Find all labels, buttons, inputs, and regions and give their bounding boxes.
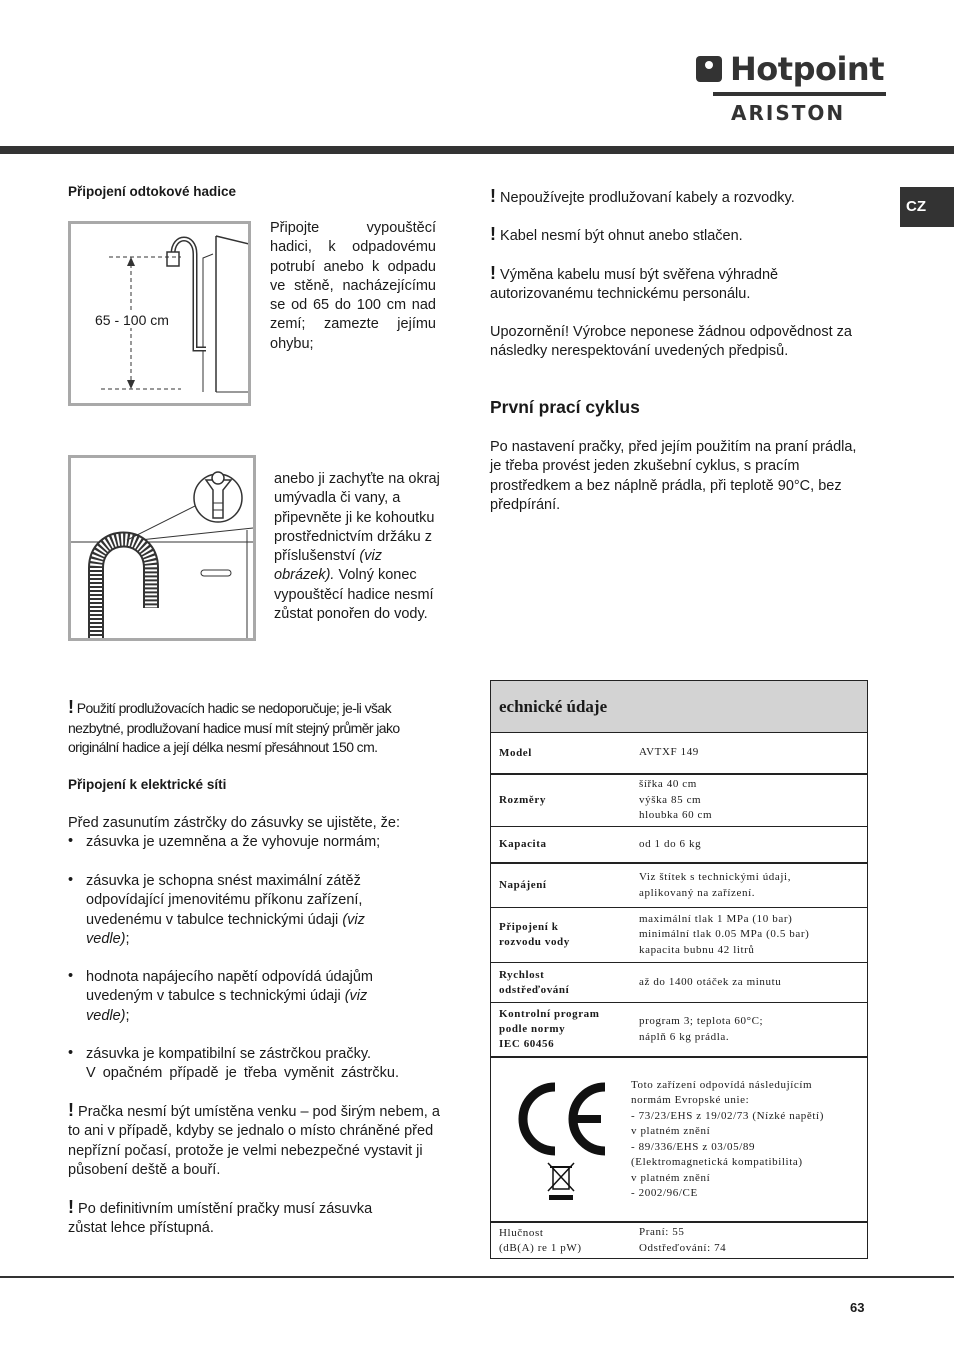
- bullet-grounded: zásuvka je uzemněna a že vyhovuje normám;: [86, 834, 381, 850]
- footer-rule: [0, 1276, 954, 1278]
- electric-intro: Před zasunutím zástrčky do zásuvky se ujistěte, že:: [68, 815, 401, 831]
- row-value: AVTXF 149: [639, 746, 699, 759]
- cable-warning-3: [490, 264, 830, 305]
- bullet-dot: •: [68, 1045, 74, 1061]
- sink-drain-illustration: [71, 458, 253, 638]
- row-label: Model: [499, 746, 532, 759]
- manufacturer-notice: Upozornění! Výrobce neponese žádnou odpovědnost za následky nerespektování uvedených předpisů.: [490, 324, 852, 360]
- compliance-text: Toto zařízení odpovídá následujícím normám Evropské unie: - 73/23/EHS z 19/02/73 (Nízké napětí) v platném znění - 89/336/EHS z 03/05/89 (Elektromagnetická kompatibilita) v platném znění - 2002/96/CE: [631, 1078, 824, 1199]
- access-warning-text: Po definitivním umístění pračky musí zásuvka zůstat lehce přístupná.: [68, 1201, 373, 1237]
- drain-text-wall: Připojte vypouštěcí hadici, k odpadovému potrubí anebo k odpadu ve stěně, nacházejícímu se od 65 do 100 cm nad zemí; zamezte jejímu ohybu;: [270, 220, 436, 352]
- logo-divider: [713, 92, 886, 96]
- bullet-load-end: ;: [125, 930, 130, 947]
- bullet-dot: •: [68, 968, 74, 984]
- table-row: [491, 1222, 867, 1258]
- table-title: echnické údaje: [491, 681, 867, 733]
- warning-exclamation-icon: !: [490, 263, 496, 283]
- bullet-load: [86, 872, 404, 949]
- warning-exclamation-icon: !: [68, 697, 74, 717]
- bullet-voltage-text: hodnota napájecího napětí odpovídá údajům uvedeným v tabulce s technickými údaji: [86, 969, 374, 1005]
- access-warning: [68, 1198, 413, 1239]
- outdoor-warning: [68, 1101, 440, 1180]
- bullet-dot: •: [68, 833, 74, 849]
- row-value: od 1 do 6 kg: [639, 837, 702, 850]
- technical-data-table: [490, 680, 868, 1259]
- brand-name: Hotpoint: [730, 50, 884, 88]
- first-cycle-heading: První prací cyklus: [490, 397, 640, 417]
- table-row: [491, 733, 867, 775]
- cable-warning-1: [490, 187, 860, 208]
- electric-heading: Připojení k elektrické síti: [68, 777, 227, 792]
- warning-exclamation-icon: !: [68, 1197, 74, 1217]
- hose-warning-text: Použití prodlužovacích hadic se nedoporučuje; je-li však nezbytné, prodlužovaní hadice musí mít stejný průměr jako originální hadice a její délka nesmí přesáhnout 150 cm.: [68, 700, 400, 755]
- row-value: až do 1400 otáček za minutu: [639, 975, 782, 988]
- drain-text-sink-ref: (viz obrázek).: [274, 548, 382, 584]
- bullet-dot: •: [68, 872, 74, 888]
- bullet-voltage-end: ;: [125, 1007, 130, 1024]
- drain-text-sink-part1: anebo ji zachyťte na okraj umývadla či vany, a připevněte ji ke kohoutku prostřednictvím držáku z příslušenství: [274, 471, 440, 565]
- header-rule: [0, 146, 954, 154]
- row-label: Kontrolní program podle normy IEC 60456: [499, 1008, 600, 1050]
- cable-warning-1-text: Nepoužívejte prodlužovaní kabely a rozvodky.: [500, 190, 795, 206]
- cable-warning-3-text: Výměna kabelu musí být svěřena výhradně autorizovanému technickému personálu.: [490, 267, 779, 303]
- row-label: Rychlost odstřeďování: [499, 968, 570, 996]
- table-row: [491, 908, 867, 963]
- warning-exclamation-icon: !: [68, 1100, 74, 1120]
- drain-text-sink-part2: Volný konec vypouštěcí hadice nesmí zůstat ponořen do vody.: [274, 567, 434, 623]
- row-label: Napájení: [499, 879, 547, 891]
- height-range-label: 65 - 100 cm: [95, 312, 169, 328]
- row-value: Praní: 55 Odstřeďování: 74: [639, 1226, 727, 1254]
- row-label: Rozměry: [499, 794, 546, 806]
- page-number: 63: [850, 1300, 865, 1315]
- weee-bin-icon: [546, 1161, 576, 1201]
- language-tab: CZ: [900, 187, 954, 227]
- outdoor-warning-text: Pračka nesmí být umístěna venku – pod širým nebem, a to ani v případě, kdyby se jednalo o místo chráněné před nepřízní počasí, protože je velmi nebezpečné vystavit ji působení deště a bouří.: [68, 1104, 440, 1178]
- cable-warning-2-text: Kabel nesmí být ohnut anebo stlačen.: [500, 228, 743, 244]
- brand-subname: ARISTON: [731, 101, 846, 125]
- row-label: Připojení k rozvodu vody: [499, 921, 570, 948]
- bullet-plug-line2: V opačném případě je třeba vyměnit zástrčku.: [86, 1065, 399, 1082]
- row-value: maximální tlak 1 MPa (10 bar) minimální tlak 0.05 MPa (0.5 bar) kapacita bubnu 42 litrů: [639, 912, 810, 956]
- row-value: šířka 40 cm výška 85 cm hloubka 60 cm: [639, 778, 713, 822]
- warning-exclamation-icon: !: [490, 224, 496, 244]
- table-row: [491, 963, 867, 1003]
- bullet-plug-line1: zásuvka je kompatibilní se zástrčkou pračky.: [86, 1046, 372, 1062]
- bullet-load-ref: (viz vedle): [86, 911, 365, 947]
- figure-sink-drain: [68, 455, 256, 641]
- warning-exclamation-icon: !: [490, 186, 496, 206]
- row-label: Kapacita: [499, 838, 547, 850]
- drain-text-sink: [274, 470, 444, 624]
- table-row: [491, 864, 867, 908]
- bullet-voltage-ref: (viz vedle): [86, 988, 368, 1024]
- first-cycle-text: Po nastavení pračky, před jejím použitím na praní prádla, je třeba provést jeden zkušební cyklus, s pracím prostředkem a bez náplně prádla, při teplotě 90°C, bez předpírání.: [490, 439, 857, 513]
- bullet-voltage: [86, 968, 408, 1026]
- bullet-plug: [86, 1045, 426, 1084]
- row-value: program 3; teplota 60°C; náplň 6 kg prádla.: [639, 1015, 764, 1043]
- hose-extension-warning: [68, 698, 443, 758]
- table-row: [491, 827, 867, 864]
- row-value: Viz štítek s technickými údaji, aplikovaný na zařízení.: [639, 871, 792, 899]
- table-row: [491, 775, 867, 827]
- table-row: [491, 1003, 867, 1058]
- compliance-marks: [491, 1058, 631, 1221]
- drain-hose-heading: Připojení odtokové hadice: [68, 184, 237, 199]
- figure-wall-drain: [68, 221, 251, 406]
- row-label: Hlučnost (dB(A) re 1 pW): [499, 1226, 582, 1254]
- logo-mark-icon: [696, 56, 722, 82]
- bullet-load-text: zásuvka je schopna snést maximální zátěž odpovídající jmenovitému příkonu zařízení, uvedenému v tabulce technickými údaji: [86, 873, 363, 928]
- ce-mark-icon: [511, 1079, 611, 1159]
- table-row-compliance: [491, 1058, 867, 1222]
- brand-logo: [696, 50, 884, 88]
- cable-warning-2: [490, 225, 860, 246]
